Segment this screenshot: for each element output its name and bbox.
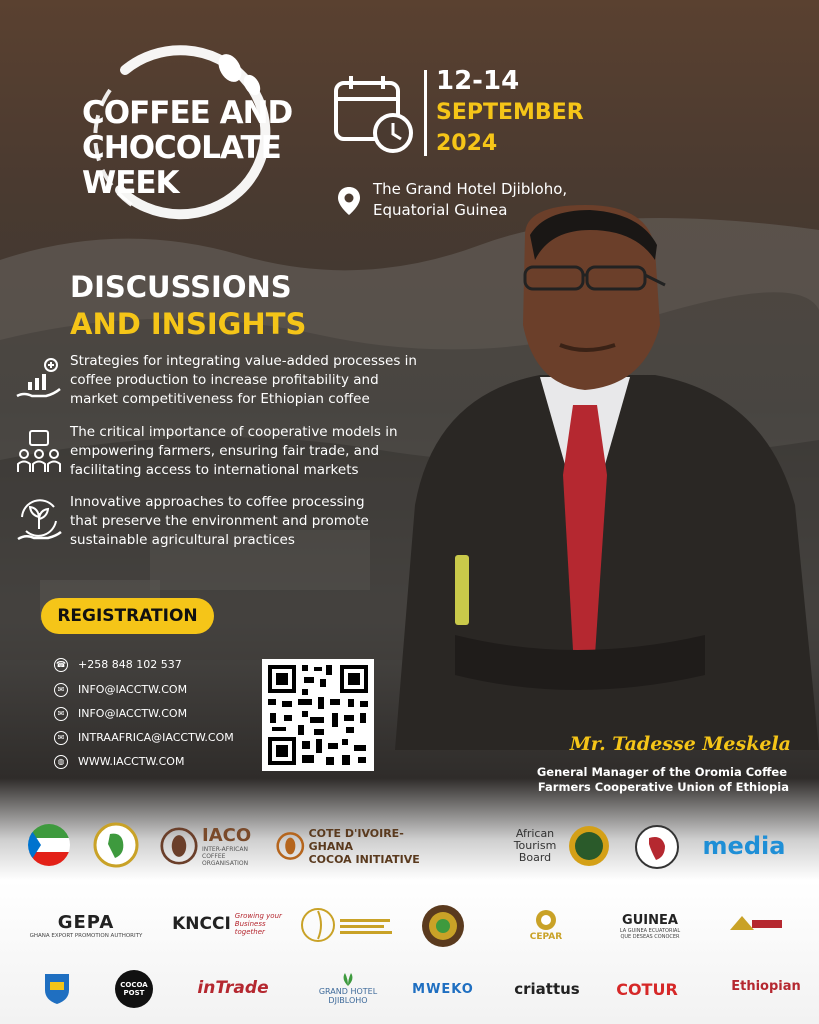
point-2-line-3: facilitating access to international markets [70,462,359,478]
cepar-logo [520,904,572,946]
intrade-logo: inTrade [197,978,269,998]
growth-hand-icon [14,356,64,406]
speaker-photo [375,205,819,750]
logo-line-3: WEEK [82,165,179,201]
cotur-logo: COTUR [616,979,678,999]
cepar-text: CEPAR [529,932,563,942]
cote-line-1: COTE D'IVOIRE-GHANA [308,826,404,853]
equatorial-guinea-flag-logo [27,823,71,867]
phone-icon: ☎ [54,658,68,672]
sustainable-plant-icon [14,495,64,545]
coffee-bean-icon [160,825,198,867]
guinea-subtext: LA GUINEA ECUATORIAL QUE DESEAS CONOCER [619,927,681,940]
cote-divoire-ghana-logo [276,826,426,866]
point-1-line-3: market competitiveness for Ethiopian coffee [70,391,370,407]
criattus-logo: criattus [514,980,580,998]
guinea-text: GUINEA [622,912,678,928]
cote-line-2: COCOA INITIATIVE [308,852,420,866]
mail-icon: ✉ [54,683,68,697]
tourism-line-3: Board [518,851,552,864]
grand-line-2: DJIBLOHO [328,996,368,1005]
point-2-line-2: empowering farmers, ensuring fair trade, and [70,443,380,459]
cocoa-line-1: COCOA [120,981,148,989]
gepa-text: GEPA [57,911,115,933]
chamber-seal-logo [634,824,680,870]
kncci-text: KNCCI [172,914,231,934]
kncci-tag-2: Business [234,920,266,928]
point-1-line-2: coffee production to increase profitability and [70,372,379,388]
speaker-title-line-2: Farmers Cooperative Union of Ethiopia [537,780,789,794]
event-logo-text [82,96,312,201]
registration-button[interactable]: REGISTRATION [41,598,214,634]
date-divider [424,70,427,156]
point-3-line-3: sustainable agricultural practices [70,532,295,548]
contact-email-1-text: INFO@IACCTW.COM [78,683,188,696]
iaco-logo [160,823,262,869]
calendar-clock-icon [333,73,415,155]
african-tourism-board-logo [506,824,564,868]
tourism-line-2: Tourism [513,839,557,852]
iaco-subtext: INTER-AFRICAN COFFEE ORGANISATION [202,846,249,867]
venue-line-2: Equatorial Guinea [373,201,508,219]
mail-icon: ✉ [54,731,68,745]
ethiopian-coffee-authority-logo [300,905,396,945]
hotel-leaf-icon [339,971,357,987]
mweko-logo: MWEKO [412,981,474,997]
event-year: 2024 [436,131,498,156]
contact-email-2-text: INFO@IACCTW.COM [78,707,188,720]
cepar-emblem-icon [534,908,558,932]
gepa-logo [24,908,148,942]
contact-email-3-text: INTRAAFRICA@IACCTW.COM [78,731,234,744]
kncci-tag-1: Growing your [234,912,282,920]
cooperative-people-icon [14,428,64,478]
point-3-line-2: that preserve the environment and promote [70,513,369,529]
qr-code[interactable] [262,659,374,771]
speaker-title-line-1: General Manager of the Oromia Coffee [536,765,787,779]
shield-crest-logo [42,970,72,1006]
section-title-1: DISCUSSIONS [70,270,292,304]
grand-hotel-logo [316,966,380,1010]
grand-line-1: GRAND HOTEL [318,987,378,996]
logo-line-1: COFFEE AND [82,95,293,131]
logo-line-2: CHOCOLATE [82,130,281,166]
apex-logo [728,912,784,936]
location-pin-icon [336,186,362,216]
speaker-name: Mr. Tadesse Meskela [569,733,791,755]
cocoa-line-2: POST [123,989,145,997]
kncci-tag-3: together [234,928,265,936]
tourism-line-1: African [515,827,555,840]
kncci-logo [172,906,282,942]
point-2-line-1: The critical importance of cooperative models in [70,424,398,440]
point-3-line-1: Innovative approaches to coffee processing [70,494,365,510]
media-logo: media [702,832,786,860]
point-1-line-1: Strategies for integrating value-added processes in [70,353,417,369]
event-dates: 12-14 [436,66,520,96]
section-title-2: AND INSIGHTS [70,307,307,341]
contact-phone-text: +258 848 102 537 [78,658,182,671]
cocoa-pod-icon [276,829,305,863]
gepa-subtext: GHANA EXPORT PROMOTION AUTHORITY [29,932,143,939]
iaco-text: IACO [202,825,252,846]
mail-icon: ✉ [54,707,68,721]
ghana-coffee-seal-logo [420,903,466,949]
cocoa-post-logo [115,970,153,1008]
contact-website-text: WWW.IACCTW.COM [78,755,185,768]
globe-icon: ◍ [54,755,68,769]
ethiopian-airlines-logo: Ethiopian [731,978,801,994]
afcfta-logo [93,822,139,868]
venue-line-1: The Grand Hotel Djibloho, [373,180,568,198]
tourism-emblem-logo [566,823,612,869]
guinea-tour-logo [612,906,688,946]
event-month: SEPTEMBER [436,100,584,125]
